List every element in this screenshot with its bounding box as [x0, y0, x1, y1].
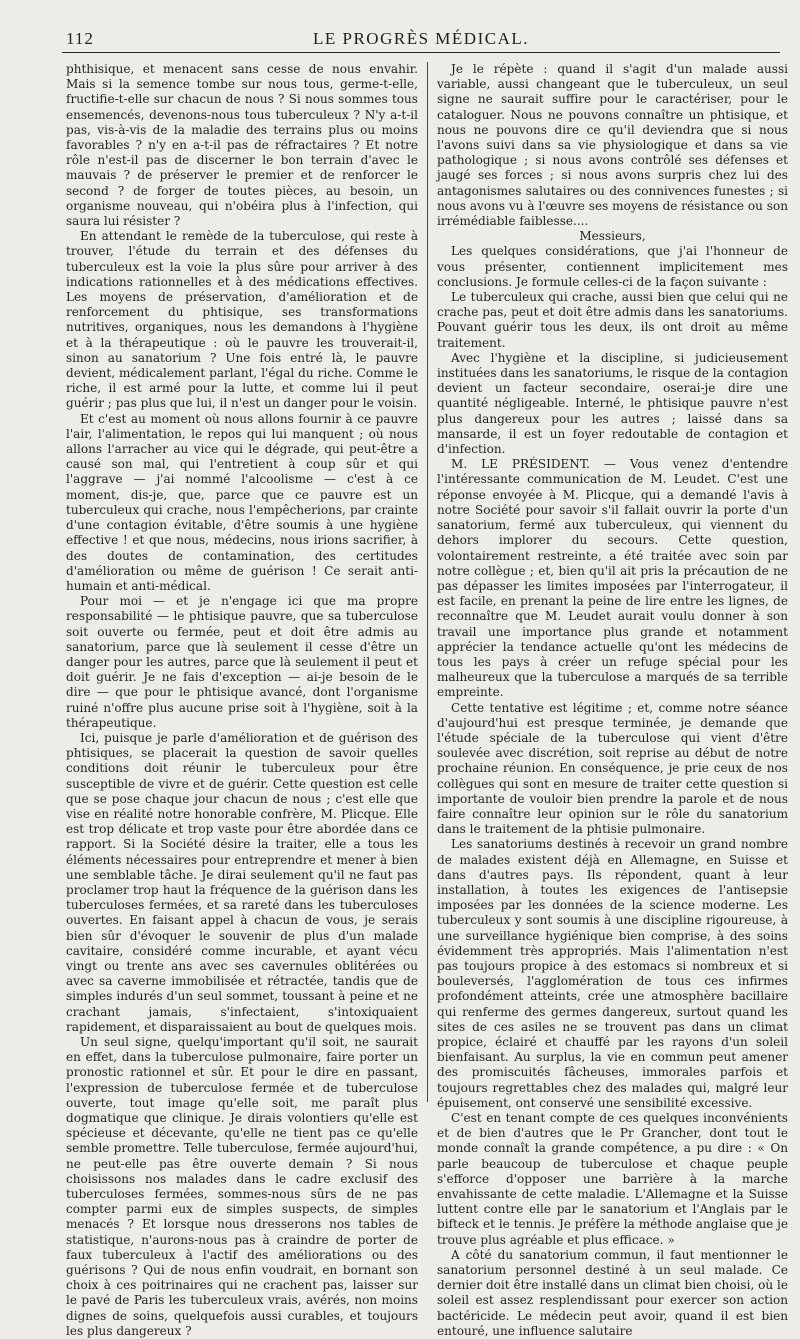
paragraph: Avec l'hygiène et la discipline, si judicieusement instituées dans les sanatoriums, le risque de la contagion devient un facteur secondaire, oserai-je dire une quantité négligeable. Interné, le phtisique pauvre n'est plus dangereux pour les autres ; laissé dans sa mansarde, il est un foyer redoutable de contagion et d'infection. — [437, 350, 788, 457]
paragraph: C'est en tenant compte de ces quelques inconvénients et de bien d'autres que le Pr Grancher, dont tout le monde connaît la grande compétence, a pu dire : « On parle beaucoup de tuberculose et chaque peuple s'efforce d'opposer une barrière à la marche envahissante de cette maladie. L'Allemagne et la Suisse luttent contre elle par le sanatorium et l'Anglais par le bifteck et le tennis. Je préfère la méthode anglaise que je trouve plus agréable et plus efficace. » — [437, 1111, 788, 1247]
paragraph: A côté du sanatorium commun, il faut mentionner le sanatorium personnel destiné à un seul malade. Ce dernier doit être installé dans un climat bien choisi, où le soleil est assez resplendissant pour exercer son action bactéricide. Le médecin peut avoir, quand il est bien entouré, une influence salutaire — [437, 1247, 788, 1338]
salutation: Messieurs, — [579, 229, 646, 244]
journal-title: LE PROGRÈS MÉDICAL. — [313, 29, 529, 48]
paragraph: phthisique, et menacent sans cesse de nous envahir. Mais si la semence tombe sur nous tous, germe-t-elle, fructifie-t-elle sur chacun de nous ? Si nous sommes tous ensemencés, devenons-nous tous tuberculeux ? N'y a-t-il pas, vis-à-vis de la maladie des terrains plus ou moins favorables ? n'y en a-t-il pas de réfractaires ? Et notre rôle n'est-il pas de discerner le bon terrain d'avec le mauvais ? de préserver le premier et de renforcer le second ? de forger de toutes pièces, au besoin, un organisme nouveau, qui n'obéira plus à l'infection, qui saura lui résister ? — [66, 62, 418, 229]
paragraph: Les sanatoriums destinés à recevoir un grand nombre de malades existent déjà en Allemagne, en Suisse et dans d'autres pays. Ils répondent, quant à leur installation, à toutes les exigences de l'antisepsie imposées par les données de la science moderne. Les tuberculeux y sont soumis à une discipline rigoureuse, à une surveillance hygiénique bien comprise, à des soins évidemment très appropriés. Mais l'alimentation n'est pas toujours propice à des estomacs si nombreux et si bouleversés, l'agglomération de tous ces infirmes profondément atteints, crée une atmosphère bacillaire qui renferme des germes dangereux, surtout quand les sites de ces asiles ne se trouvent pas dans un climat propice, éclairé et chauffé par les rayons d'un soleil bienfaisant. Au surplus, la vie en commun peut amener des promiscuités fâcheuses, immorales parfois et toujours regrettables chez des malades qui, malgré leur épuisement, ont conservé une sensibilité excessive. — [437, 837, 788, 1110]
left-column — [66, 62, 428, 1338]
paragraph: Cette tentative est légitime ; et, comme notre séance d'aujourd'hui est presque terminée, je demande que l'étude spéciale de la tuberculose qui vient d'être soulevée avec discrétion, soit reprise au début de notre prochaine réunion. En conséquence, je prie ceux de nos collègues qui sont en mesure de traiter cette question si importante de vouloir bien prendre la parole et de nous faire connaître leur opinion sur le rôle du sanatorium dans le traitement de la phtisie pulmonaire. — [437, 700, 788, 837]
paragraph: Les quelques considérations, que j'ai l'honneur de vous présenter, contiennent implicitement mes conclusions. Je formule celles-ci de la façon suivante : — [437, 244, 788, 289]
paragraph: En attendant le remède de la tuberculose, qui reste à trouver, l'étude du terrain et des défenses du tuberculeux est la voie la plus sûre pour arriver à des indications rationnelles et à des médications effectives. Les moyens de préservation, d'amélioration et de renforcement du phtisique, ses transformations nutritives, organiques, nous les demandons à l'hygiène et à la thérapeutique : où le pauvre les trouverait-il, sinon au sanatorium ? Une fois entré là, le pauvre devient, médicalement parlant, l'égal du riche. Comme le riche, il est armé pour la lutte, et comme lui il peut guérir ; pas plus que lui, il n'est un danger pour le voisin. — [66, 229, 418, 411]
text-columns — [66, 62, 788, 1338]
paragraph: Ici, puisque je parle d'amélioration et de guérison des phtisiques, se placerait la question de savoir quelles conditions doit réunir le tuberculeux pour être susceptible de vivre et de guérir. Cette question est celle que se pose chaque jour chacun de nous ; c'est elle que vise en réalité notre honorable confrère, M. Plicque. Elle est trop délicate et trop vaste pour être abordée dans ce rapport. Si la Société désire la traiter, elle a tous les éléments nécessaires pour entreprendre et mener à bien une semblable tâche. Je dirai seulement qu'il ne faut pas proclamer trop haut la fréquence de la guérison dans les tuberculoses fermées, et sa rareté dans les tuberculoses ouvertes. En faisant appel à chacun de vous, je serais bien sûr d'évoquer le souvenir de plus d'un malade cavitaire, considéré comme incurable, et ayant vécu vingt ou trente ans avec ses cavernules oblitérées ou avec sa caverne immobilisée et rétractée, tandis que de simples indurés d'un seul sommet, toussant à peine et ne crachant jamais, s'infectaient, s'intoxiquaient rapidement, et disparaissaient au bout de quelques mois. — [66, 730, 418, 1034]
paragraph: M. LE PRÉSIDENT. — Vous venez d'entendre l'intéressante communication de M. Leudet. C'est une réponse envoyée à M. Plicque, qui a demandé l'avis à notre Société pour savoir s'il fallait ouvrir la porte d'un sanatorium, fermé aux tuberculeux, qui viennent du dehors implorer du secours. Cette question, volontairement restreinte, a été traitée avec soin par notre collègue ; et, bien qu'il ait pris la précaution de ne pas dépasser les limites imposées par l'interrogateur, il est facile, en prenant la peine de lire entre les lignes, de reconnaître que M. Leudet aurait voulu donner à son travail une importance plus grande et notamment apprécier la tendance actuelle qu'ont les médecins de tous les pays à créer un refuge spécial pour les malheureux que la tuberculose a marqués de sa terrible empreinte. — [437, 457, 788, 700]
page-header — [62, 28, 780, 53]
paragraph: Un seul signe, quelqu'important qu'il soit, ne saurait en effet, dans la tuberculose pulmonaire, faire porter un pronostic rationnel et sûr. Et pour le dire en passant, l'expression de tuberculose fermée et de tuberculose ouverte, tout image qu'elle soit, me paraît plus dogmatique que clinique. Je dirais volontiers qu'elle est spécieuse et décevante, qu'elle ne tient pas ce qu'elle semble promettre. Telle tuberculose, fermée aujourd'hui, ne peut-elle pas être ouverte demain ? Si nous choisissons nos malades dans le cadre exclusif des tuberculoses fermées, sommes-nous sûrs de ne pas compter parmi eux de simples suspects, de simples menacés ? Et lorsque nous dresserons nos tables de statistique, n'aurons-nous pas à craindre de porter de faux tuberculeux à l'actif des améliorations ou des guérisons ? Qui de nous enfin voudrait, en bornant son choix à ces poitrinaires qui ne crachent pas, laisser sur le pavé de Paris les tuberculeux vrais, avérés, non moins dignes de soins, quelquefois aussi curables, et toujours les plus dangereux ? — [66, 1035, 418, 1338]
page-number: 112 — [66, 29, 94, 48]
paragraph: Le tuberculeux qui crache, aussi bien que celui qui ne crache pas, peut et doit être admis dans les sanatoriums. Pouvant guérir tous les deux, ils ont droit au même traitement. — [437, 290, 788, 350]
paragraph: Je le répète : quand il s'agit d'un malade aussi variable, aussi changeant que le tuberculeux, un seul signe ne saurait suffire pour le caractériser, pour le cataloguer. Nous ne pouvons connaître un phtisique, et nous ne pouvons dire ce qu'il deviendra que si nous l'avons suivi dans sa vie physiologique et dans sa vie pathologique ; si nous avons contrôlé ses défenses et jaugé ses forces ; si nous avons surpris chez lui des antagonismes salutaires ou des connivences funestes ; si nous avons vu à l'œuvre ses moyens de résistance ou son irrémédiable faiblesse.... — [437, 62, 788, 229]
paragraph: Pour moi — et je n'engage ici que ma propre responsabilité — le phtisique pauvre, que sa tuberculose soit ouverte ou fermée, peut et doit être admis au sanatorium, parce que là seulement il cesse d'être un danger pour les autres, parce que là seulement il peut et doit guérir. Je ne fais d'exception — ai-je besoin de le dire — que pour le phtisique avancé, dont l'organisme ruiné n'offre plus aucune prise soit à l'hygiène, soit à la thérapeutique. — [66, 594, 418, 730]
right-column — [428, 62, 788, 1338]
paragraph: Et c'est au moment où nous allons fournir à ce pauvre l'air, l'alimentation, le repos qui lui manquent ; où nous allons l'arracher au vice qui le dégrade, qui peut-être a causé son mal, qui l'entretient à coup sûr et qui l'aggrave — j'ai nommé l'alcoolisme — c'est à ce moment, dis-je, que, parce que ce pauvre est un tuberculeux qui crache, nous l'empêcherions, par crainte d'une contagion évitable, d'être soumis à une hygiène effective ! et que nous, médecins, nous irions sacrifier, à des doutes de contamination, des certitudes d'amélioration ou même de guérison ! Ce serait anti-humain et anti-médical. — [66, 411, 418, 593]
